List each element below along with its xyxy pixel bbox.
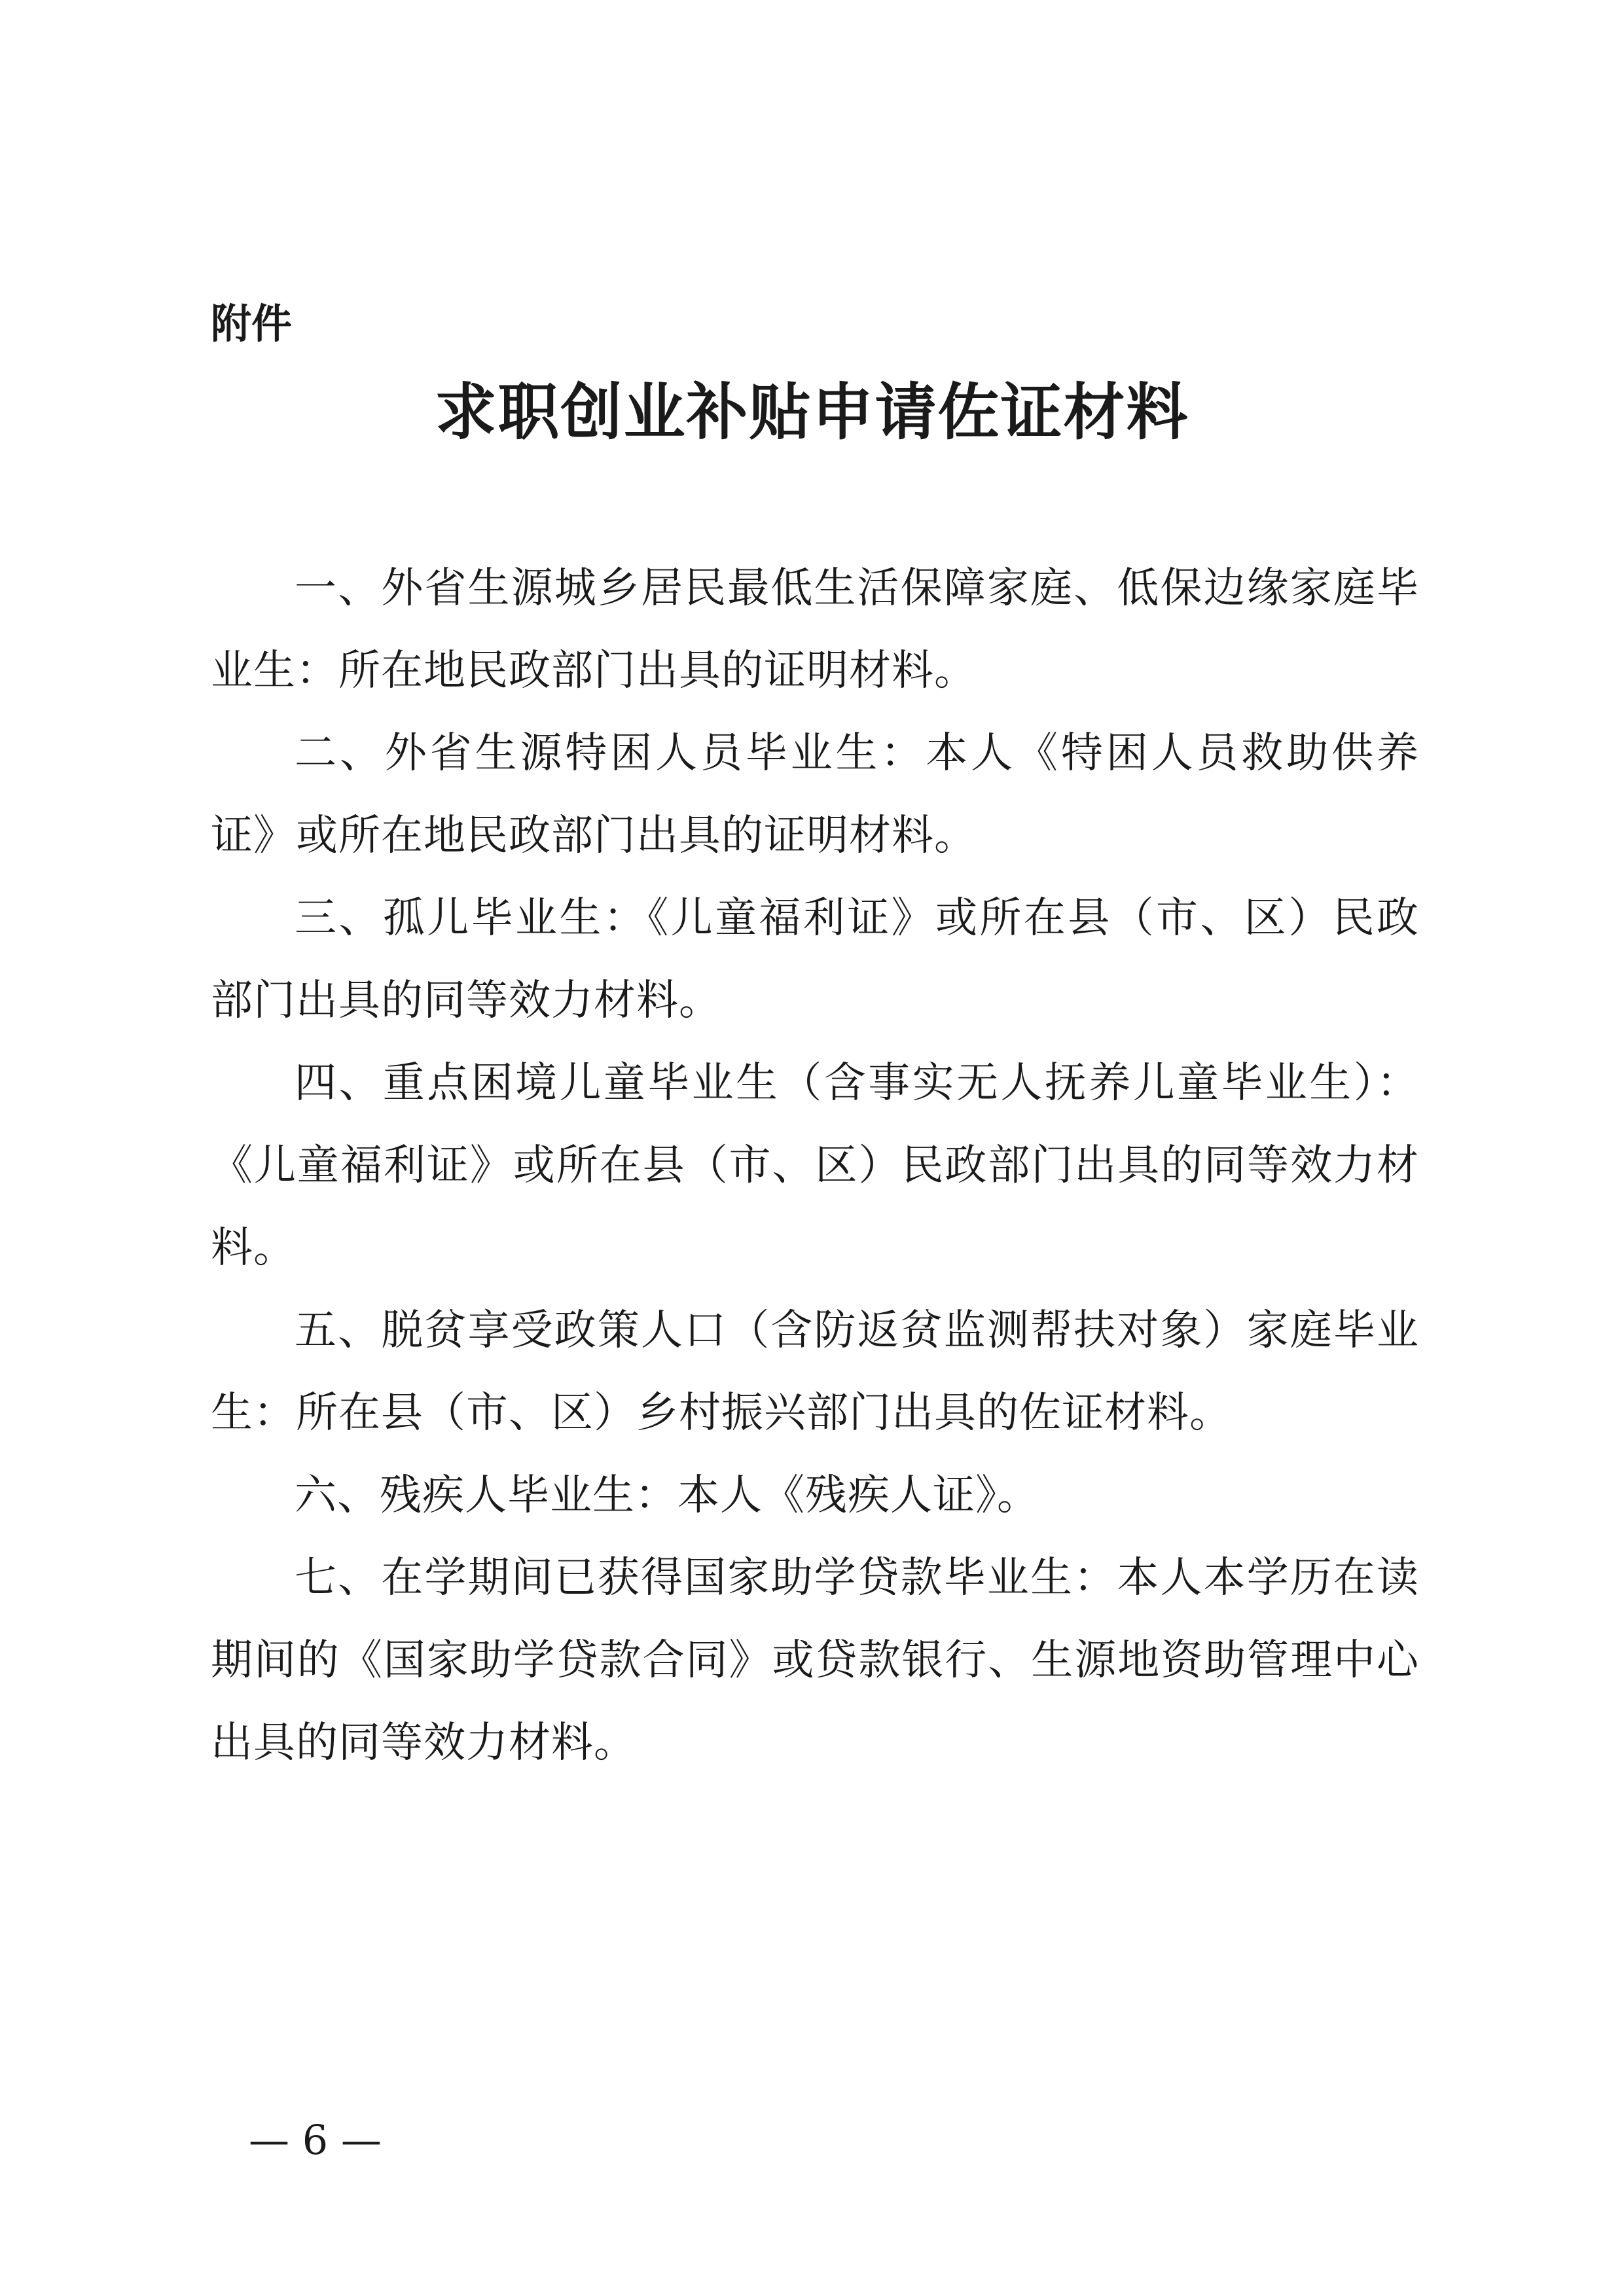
document-body [211,547,1419,1784]
paragraph-item-7: 七、在学期间已获得国家助学贷款毕业生：本人本学历在读期间的《国家助学贷款合同》或贷款银行、生源地资助管理中心出具的同等效力材料。 [211,1554,1419,1767]
paragraph-item-4: 四、重点困境儿童毕业生（含事实无人抚养儿童毕业生）：《儿童福利证》或所在县（市、区）民政部门出具的同等效力材料。 [211,1059,1419,1272]
page-number: — 6 — [249,2116,382,2164]
document-title: 求职创业补贴申请佐证材料 [435,376,1189,448]
attachment-label: 附件 [211,300,293,348]
paragraph-item-3: 三、孤儿毕业生：《儿童福利证》或所在县（市、区）民政部门出具的同等效力材料。 [211,894,1419,1025]
paragraph-item-2: 二、外省生源特困人员毕业生：本人《特困人员救助供养证》或所在地民政部门出具的证明材料。 [211,729,1419,860]
paragraph-item-6: 六、残疾人毕业生：本人《残疾人证》。 [295,1471,1039,1520]
paragraph-item-5: 五、脱贫享受政策人口（含防返贫监测帮扶对象）家庭毕业生：所在县（市、区）乡村振兴部门出具的佐证材料。 [211,1306,1419,1437]
paragraph-item-1: 一、外省生源城乡居民最低生活保障家庭、低保边缘家庭毕业生：所在地民政部门出具的证明材料。 [211,564,1419,695]
